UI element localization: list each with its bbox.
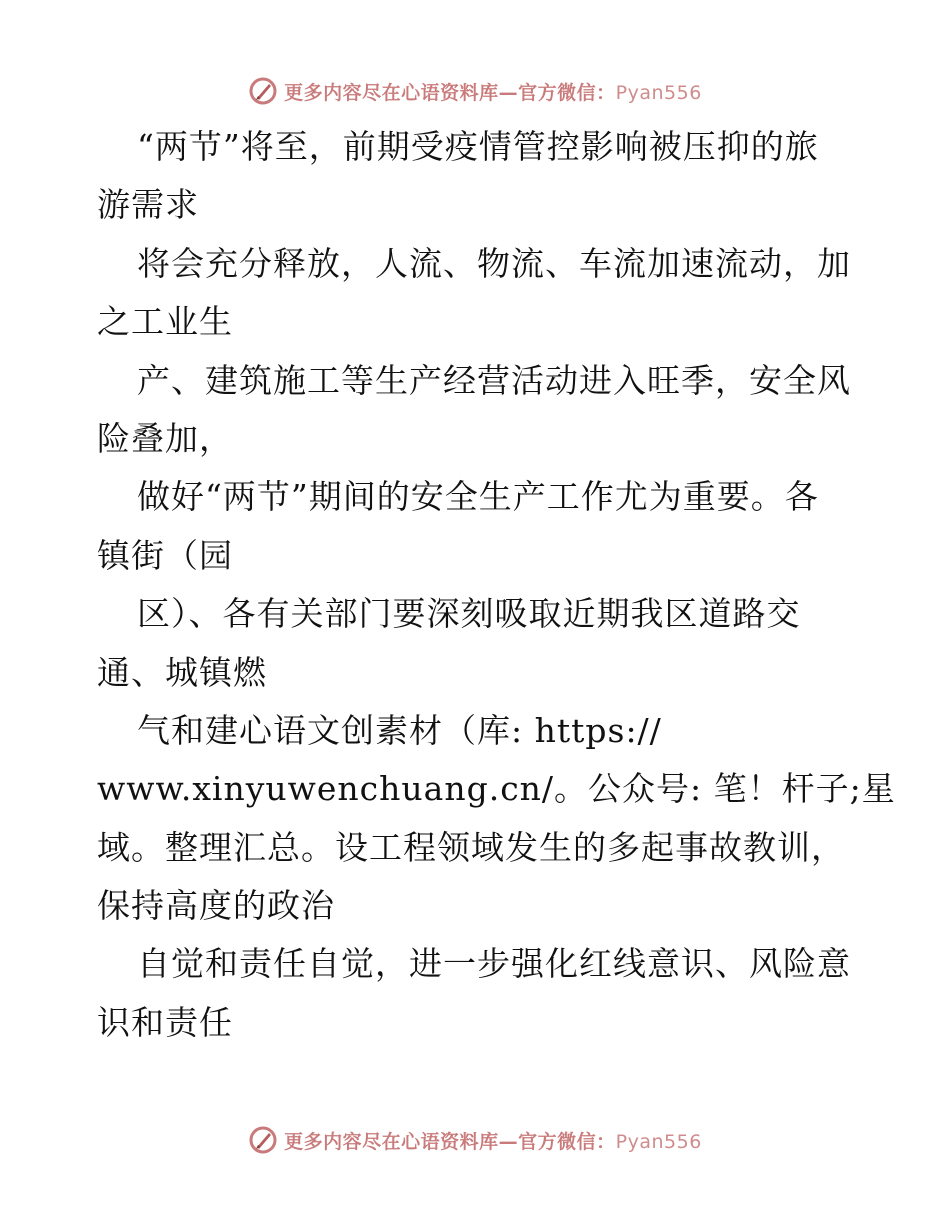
header-watermark bbox=[0, 71, 950, 111]
paragraph-line: 识和责任 bbox=[97, 1002, 233, 1042]
paragraph-line: 做好“两节”期间的安全生产工作尤为重要。各 bbox=[137, 477, 819, 517]
footer-watermark bbox=[0, 1120, 950, 1160]
paragraph-line: 区）、各有关部门要深刻吸取近期我区道路交 bbox=[137, 594, 801, 634]
paragraph-line: 保持高度的政治 bbox=[97, 886, 335, 926]
paragraph-line: 气和建心语文创素材（库: https:// bbox=[137, 710, 662, 750]
document-body bbox=[97, 118, 896, 1052]
paragraph-line: 之工业生 bbox=[97, 302, 233, 342]
paragraph-line: 镇街（园 bbox=[97, 535, 233, 575]
quill-pen-logo-icon bbox=[248, 1125, 278, 1155]
watermark-text: 更多内容尽在心语资料库—官方微信：Pyan556 bbox=[284, 1130, 702, 1153]
paragraph-line: 险叠加， bbox=[97, 418, 233, 458]
paragraph-line: 产、建筑施工等生产经营活动进入旺季，安全风 bbox=[137, 360, 851, 400]
paragraph-line: 通、城镇燃 bbox=[97, 652, 267, 692]
watermark-text: 更多内容尽在心语资料库—官方微信：Pyan556 bbox=[284, 81, 702, 104]
paragraph-line: 游需求 bbox=[97, 185, 199, 225]
quill-pen-logo-icon bbox=[248, 76, 278, 106]
paragraph-line: 将会充分释放，人流、物流、车流加速流动，加 bbox=[137, 243, 851, 283]
paragraph-line: www.xinyuwenchuang.cn/。公众号: 笔！杆子;星 bbox=[97, 769, 896, 809]
paragraph-line: 自觉和责任自觉，进一步强化红线意识、风险意 bbox=[137, 944, 851, 984]
paragraph-line: 域。整理汇总。设工程领域发生的多起事故教训， bbox=[97, 827, 845, 867]
paragraph-line: “两节”将至，前期受疫情管控影响被压抑的旅 bbox=[137, 127, 819, 166]
